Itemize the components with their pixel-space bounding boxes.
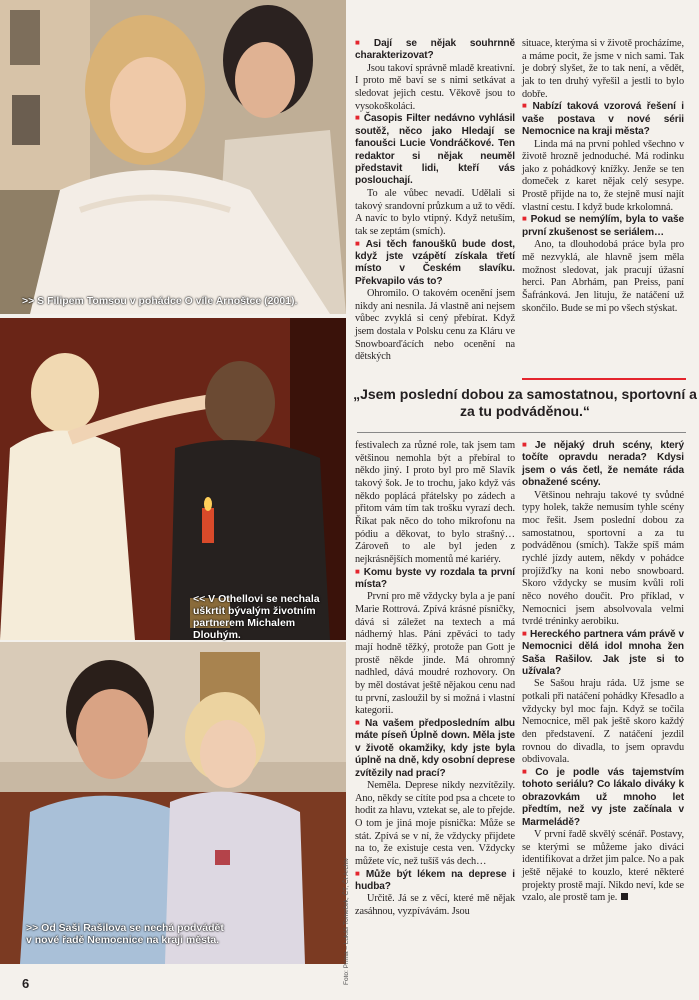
photo-hospital xyxy=(0,642,346,964)
interview-question: ■ Komu byste vy rozdala ta první místa? xyxy=(355,567,515,592)
photo-othello xyxy=(0,318,346,640)
interview-answer xyxy=(522,829,684,905)
interview-answer: Ano, ta dlouhodobá práce byla pro mě nezvyklá, ale hlavně jsem měla možnost sledovat, jak pracují úžasní herci. Pan Abrhám, pan Preiss, paní Šafránková. Jen lituju, že natáčení už skončilo. Bude se mi po všech stýskat. xyxy=(522,239,684,314)
interview-answer: To ale vůbec nevadí. Udělali si takový srandovní průzkum a už to vědí. A navíc to bylo vtipný. Když netuším, tak se zeptám (smích). xyxy=(355,187,515,237)
interview-answer-text: V první řadě skvělý scénář. Postavy, se kterými se můžeme jako diváci identifikovat a držet jim palce. No a pak ještě nějaké to kouzlo, které některé projekty prostě mají. Nikdo neví, kde se vzalo, ale prostě tam je. xyxy=(522,829,684,904)
interview-answer: Jsou takoví správně mladě kreativní. I proto mě baví se s nimi setkávat a sledovat jejich cestu. Věkově jsou to vysokoškoláci. xyxy=(355,62,515,112)
photo-caption-2: << V Othellovi se nechala uškrtit bývalým životním partnerem Michalem Dlouhým. xyxy=(193,593,320,641)
interview-question: ■ Může být lékem na deprese i hudba? xyxy=(355,869,515,894)
interview-question: ■ Asi těch fanoušků bude dost, když jste vzápětí získala třetí místo v Českém slavíku. Překvapilo vás to? xyxy=(355,239,515,289)
interview-question: ■ Nabízí taková vzorová řešení i vaše postava v nové sérii Nemocnice na kraji města? xyxy=(522,101,684,138)
photo-caption-1: >> S Filipem Tomsou v pohádce O víle Arnoštce (2001). xyxy=(22,295,298,307)
article-column-middle-bottom xyxy=(355,440,515,919)
photo-caption-3: >> Od Saši Rašilova se nechá podvádět v nové řadě Nemocnice na kraji města. xyxy=(26,922,224,946)
interview-answer: Neměla. Deprese nikdy nezvítězily. Ano, někdy se cítíte pod psa a chcete to hodit za hlavu, vztekat se, ale to přejde. O tom je jiná moje písnička: Může se stát. Zpívá se v ní, že vždycky přijdete na to, že existuje cesta ven. Vždycky můžete víc, než tušíš vás dech… xyxy=(355,779,515,867)
end-of-article-mark xyxy=(621,893,628,900)
photo-fairytale xyxy=(0,0,346,314)
interview-question: ■ Hereckého partnera vám právě v Nemocnici dělá idol mnoha žen Saša Rašilov. Jak jste si to užívala? xyxy=(522,629,684,679)
pull-quote-rule-top xyxy=(522,378,686,380)
interview-question: ■ Je nějaký druh scény, který točíte opravdu nerada? Kdysi jsem o vás četl, že nemáte ráda obnažené scény. xyxy=(522,440,684,490)
interview-question: ■ Časopis Filter nedávno vyhlásil soutěž, něco jako Hledají se fanoušci Lucie Vondráčkové. Ten redaktor si nějak neuměl představit lidi, kteří vás poslouchají. xyxy=(355,113,515,187)
interview-answer: festivalech za různé role, tak jsem tam většinou nemohla být a přebíral to někdo jiný. I proto byl pro mě Slavík takový šok. Je to trochu, jako když vás někdo poplácá přátelsky po zádech a přitom vám tím tak trošku vyrazí dech. Říkat pak něco do toho mikrofonu na pódiu a děkovat, to bylo strašný… Zároveň to ale byl jeden z nejkrásnějších momentů mé kariéry. xyxy=(355,440,515,565)
interview-answer: situace, kterýma si v životě procházíme, a máme pocit, že jsme v nich sami. Tak je dobrý slyšet, že to tak není, a vědět, jak to ten druhý vyřešil a jestli to bylo dobře. xyxy=(522,38,684,100)
page-number: 6 xyxy=(22,976,30,991)
interview-answer: Linda má na první pohled všechno v životě hrozně jednoduché. Má rodinku jako z pohádkový knížky. Jenže se ten domeček z karet nějak celý sesype. Prostě přijde na to, že stejně musí najít vlastní cestu. I když bude krkolomná. xyxy=(522,138,684,213)
interview-answer: První pro mě vždycky byla a je paní Marie Rottrová. Zpívá krásné písničky, dává si záležet na textech a má nádherný hlas. Páni zpěváci to tady mají hodně těžký, protože pan Gott je prostě někde jinde. Má ohromný nadhled, dává moudré rozhovory. On by měl dostávat ještě nějakou cenu nad tu první, zasloužil by si možná i vlastní kategorii. xyxy=(355,591,515,717)
article-column-right-bottom xyxy=(522,440,684,905)
article-column-middle-top xyxy=(355,38,515,364)
interview-answer: Určitě. Já se z věcí, které mě nějak zasáhnou, vyzpívávám. Jsou xyxy=(355,893,515,918)
interview-question: ■ Pokud se nemýlím, byla to vaše první zkušenost se seriálem… xyxy=(522,214,684,239)
pull-quote-rule-bottom xyxy=(357,432,686,433)
interview-question: ■ Na vašem předposledním albu máte píseň Úplně down. Měla jste v životě okamžiky, kdy jste byla úplně na dně, kdy osobní deprese zvítězily nad prací? xyxy=(355,718,515,780)
interview-answer: Ohromilo. O takovém ocenění jsem nikdy ani nesnila. Já vlastně ani nejsem vůbec zvyklá si cený přebírat. Když jsem dostala v Polsku cenu za Kláru ve Snowboarďácích nebo ocenění na dětských xyxy=(355,288,515,363)
article-column-right-top xyxy=(522,38,684,315)
photo-credit: Foto: Prima – Lukáš Tomeček, ČT, Čt Archiv xyxy=(343,857,350,985)
interview-answer: Se Sašou hraju ráda. Už jsme se potkali při natáčení pohádky Křesadlo a vždycky byl moc fajn. Když se točila Nemocnice, měl pak ještě skoro každý den představení. Z natáčení jezdil rovnou do divadla, to jsem opravdu obdivovala. xyxy=(522,678,684,766)
interview-answer: Většinou nehraju takové ty svůdné typy holek, takže nemusím tyhle scény moc řešit. Jsem poslední dobou za samostatnou, sportovní a za tu podváděnou (smích). Takže spíš mám rychlé jízdy autem, někdy v pohádce projížďky na koni nebo snowboard. Skoro vždycky se musím kvůli roli něco nového doučit. Pro příklad, v Nemocnici jsem absolvovala velmi tvrdé tréninky aerobiku. xyxy=(522,489,684,628)
pull-quote: „Jsem poslední dobou za samostatnou, sportovní a za tu podváděnou.“ xyxy=(353,386,697,419)
interview-question: ■ Co je podle vás tajemstvím tohoto seriálu? Co lákalo diváky k obrazovkám už mnoho let předtím, než vy jste začínala v Marmeládě? xyxy=(522,767,684,829)
interview-question: ■ Dají se nějak souhrnně charakterizovat? xyxy=(355,38,515,63)
